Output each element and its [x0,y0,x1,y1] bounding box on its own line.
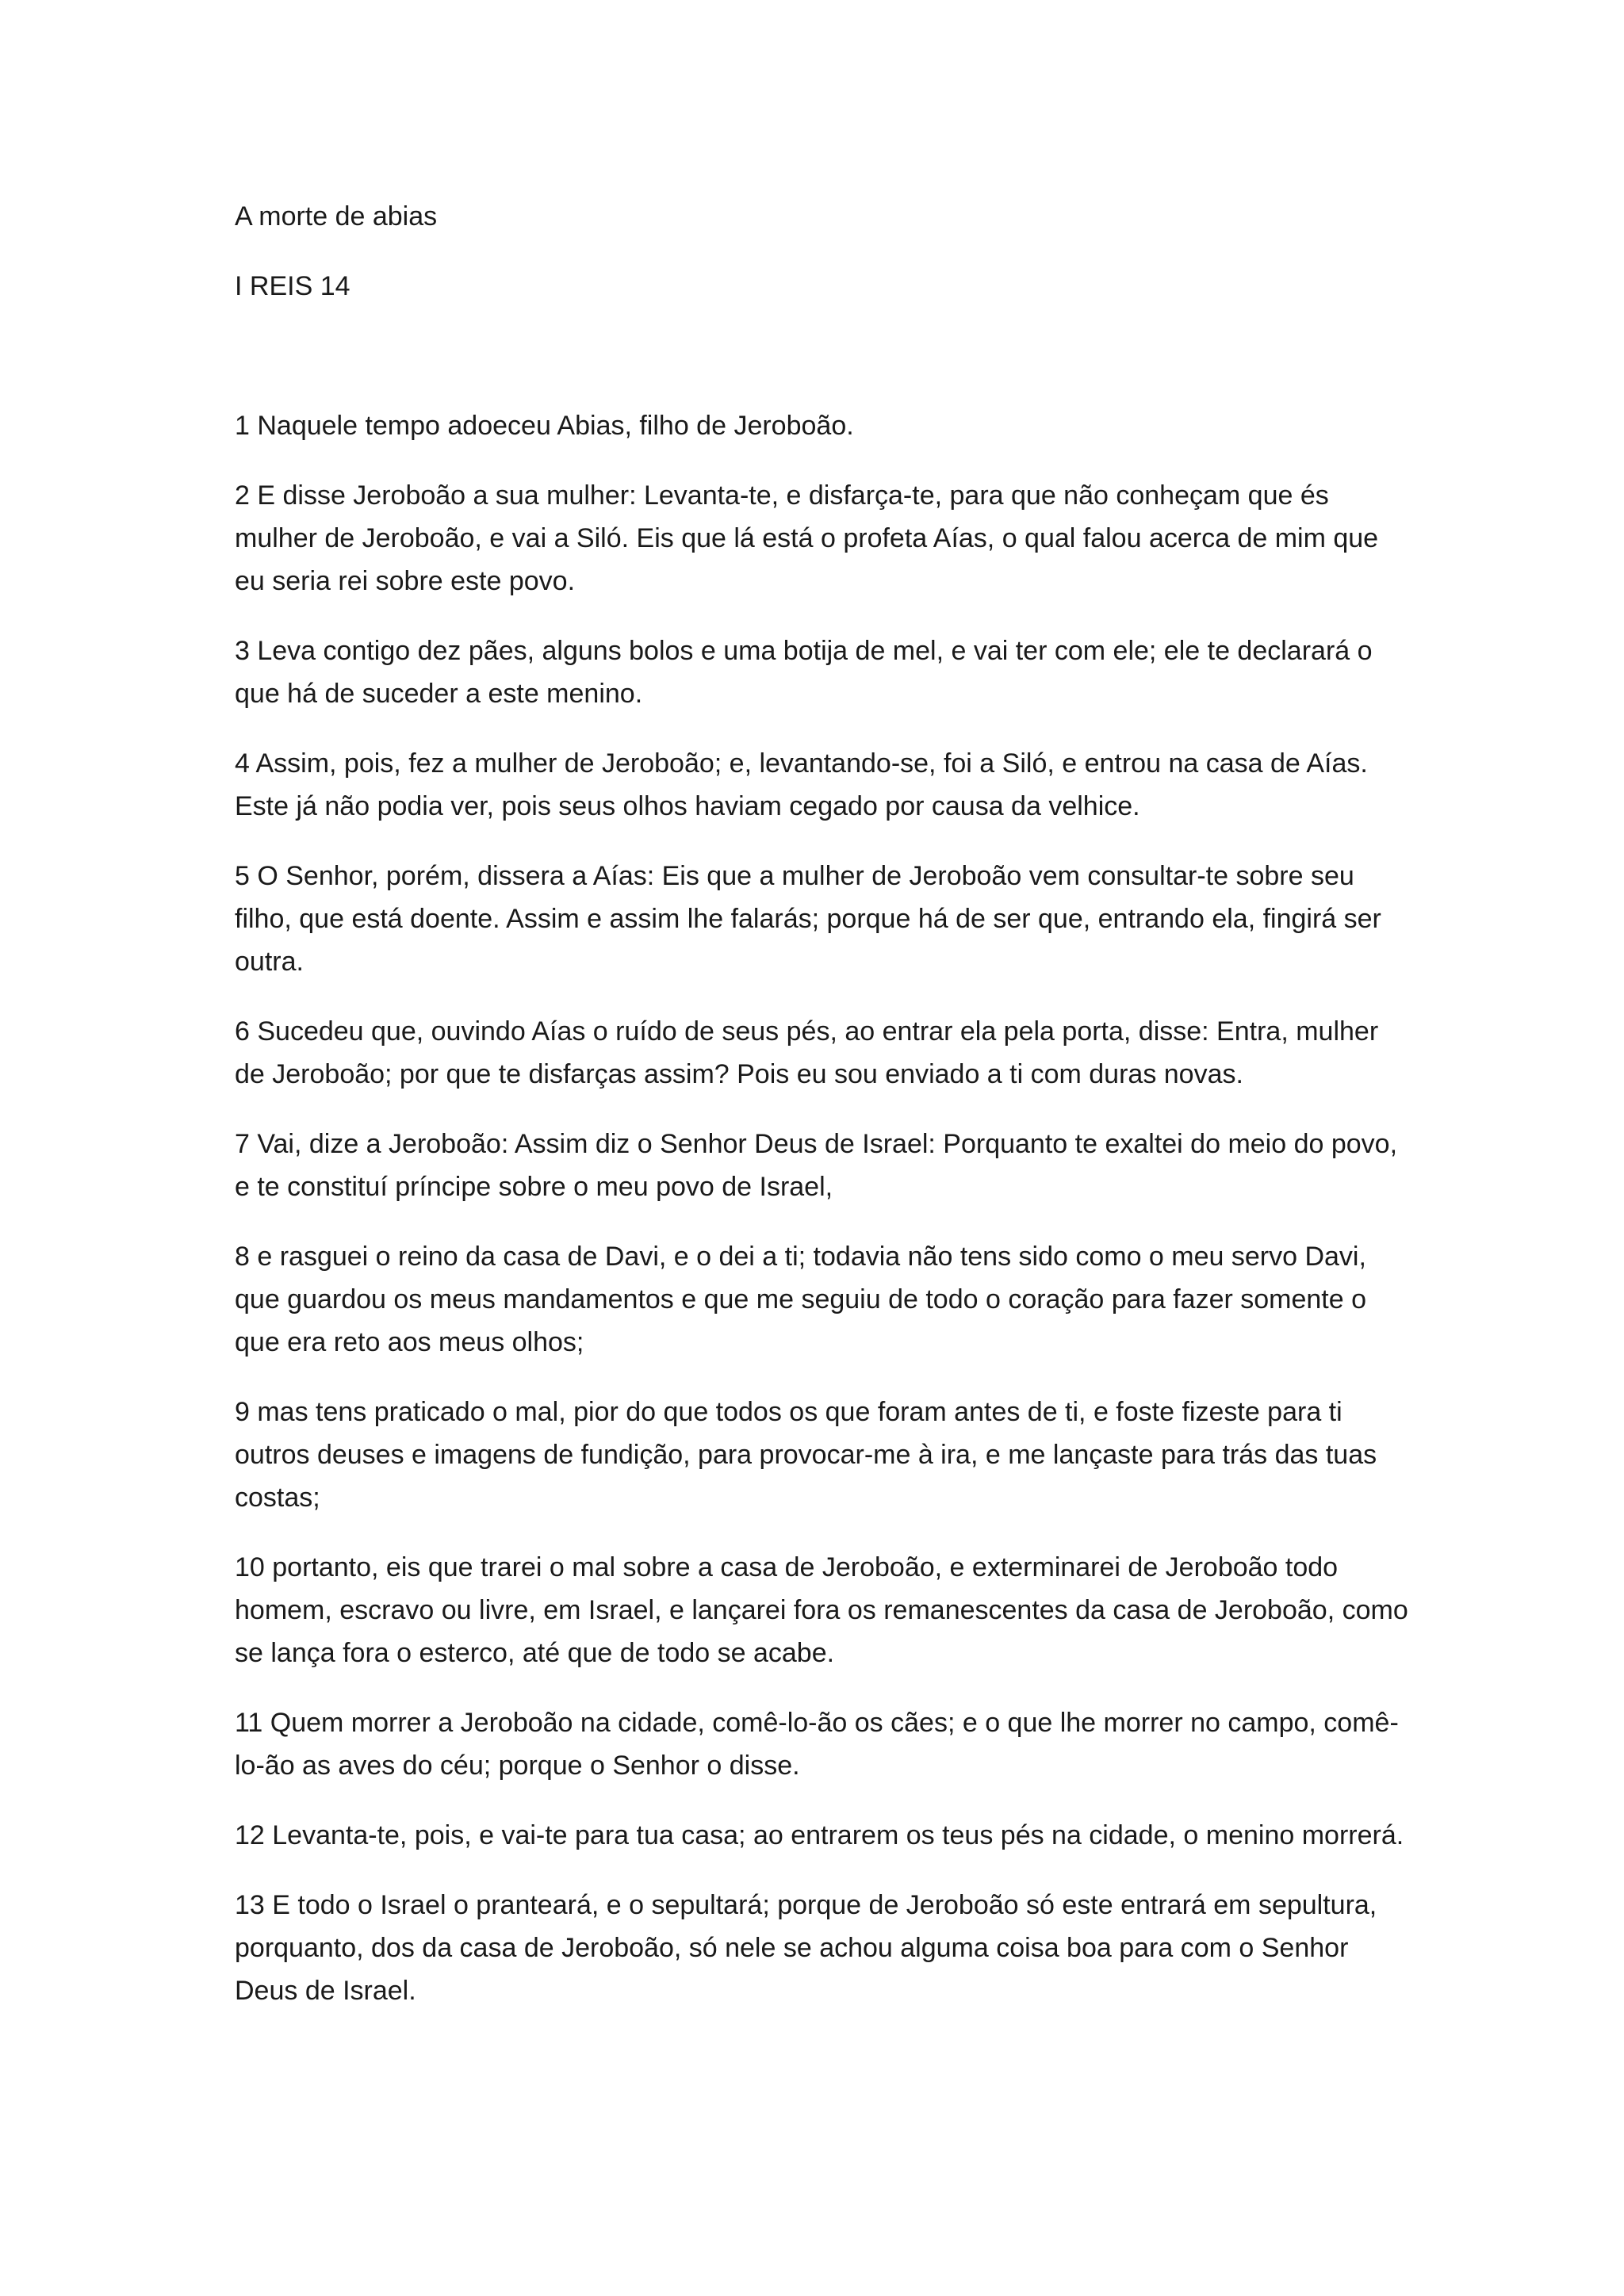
chapter-reference: I REIS 14 [235,271,350,301]
verse-3: 3 Leva contigo dez pães, alguns bolos e uma botija de mel, e vai ter com ele; ele te declarará o que há de suceder a este menino. [235,636,1373,709]
verse-6: 6 Sucedeu que, ouvindo Aías o ruído de seus pés, ao entrar ela pela porta, disse: Entra, mulher de Jeroboão; por que te disfarças assim? Pois eu sou enviado a ti com duras novas. [235,1016,1379,1089]
verse-11: 11 Quem morrer a Jeroboão na cidade, comê-lo-ão os cães; e o que lhe morrer no campo, comê-lo-ão as aves do céu; porque o Senhor o disse. [235,1708,1399,1781]
verse-9: 9 mas tens praticado o mal, pior do que todos os que foram antes de ti, e foste fizeste para ti outros deuses e imagens de fundição, para provocar-me à ira, e me lançaste para trás das tuas costas; [235,1397,1377,1513]
verse-13: 13 E todo o Israel o pranteará, e o sepultará; porque de Jeroboão só este entrará em sepultura, porquanto, dos da casa de Jeroboão, só nele se achou alguma coisa boa para com o Senhor Deus de Israel. [235,1890,1377,2006]
verse-7: 7 Vai, dize a Jeroboão: Assim diz o Senhor Deus de Israel: Porquanto te exaltei do meio do povo, e te constituí príncipe sobre o meu povo de Israel, [235,1129,1398,1202]
verse-12: 12 Levanta-te, pois, e vai-te para tua casa; ao entrarem os teus pés na cidade, o menino morrerá. [235,1820,1404,1850]
document-body [235,195,1408,2039]
verse-10: 10 portanto, eis que trarei o mal sobre a casa de Jeroboão, e exterminarei de Jeroboão todo homem, escravo ou livre, em Israel, e lançarei fora os remanescentes da casa de Jeroboão, como se lança fora o esterco, até que de todo se acabe. [235,1552,1408,1668]
verse-2: 2 E disse Jeroboão a sua mulher: Levanta-te, e disfarça-te, para que não conheçam que és mulher de Jeroboão, e vai a Siló. Eis que lá está o profeta Aías, o qual falou acerca de mim que eu seria rei sobre este povo. [235,480,1379,596]
verse-4: 4 Assim, pois, fez a mulher de Jeroboão; e, levantando-se, foi a Siló, e entrou na casa de Aías. Este já não podia ver, pois seus olhos haviam cegado por causa da velhice. [235,748,1368,821]
verse-5: 5 O Senhor, porém, dissera a Aías: Eis que a mulher de Jeroboão vem consultar-te sobre seu filho, que está doente. Assim e assim lhe falarás; porque há de ser que, entrando ela, fingirá ser outra. [235,861,1381,977]
verse-1: 1 Naquele tempo adoeceu Abias, filho de Jeroboão. [235,411,854,441]
verse-8: 8 e rasguei o reino da casa de Davi, e o dei a ti; todavia não tens sido como o meu servo Davi, que guardou os meus mandamentos e que me seguiu de todo o coração para fazer somente o que era reto aos meus olhos; [235,1242,1367,1357]
document-title: A morte de abias [235,201,438,232]
